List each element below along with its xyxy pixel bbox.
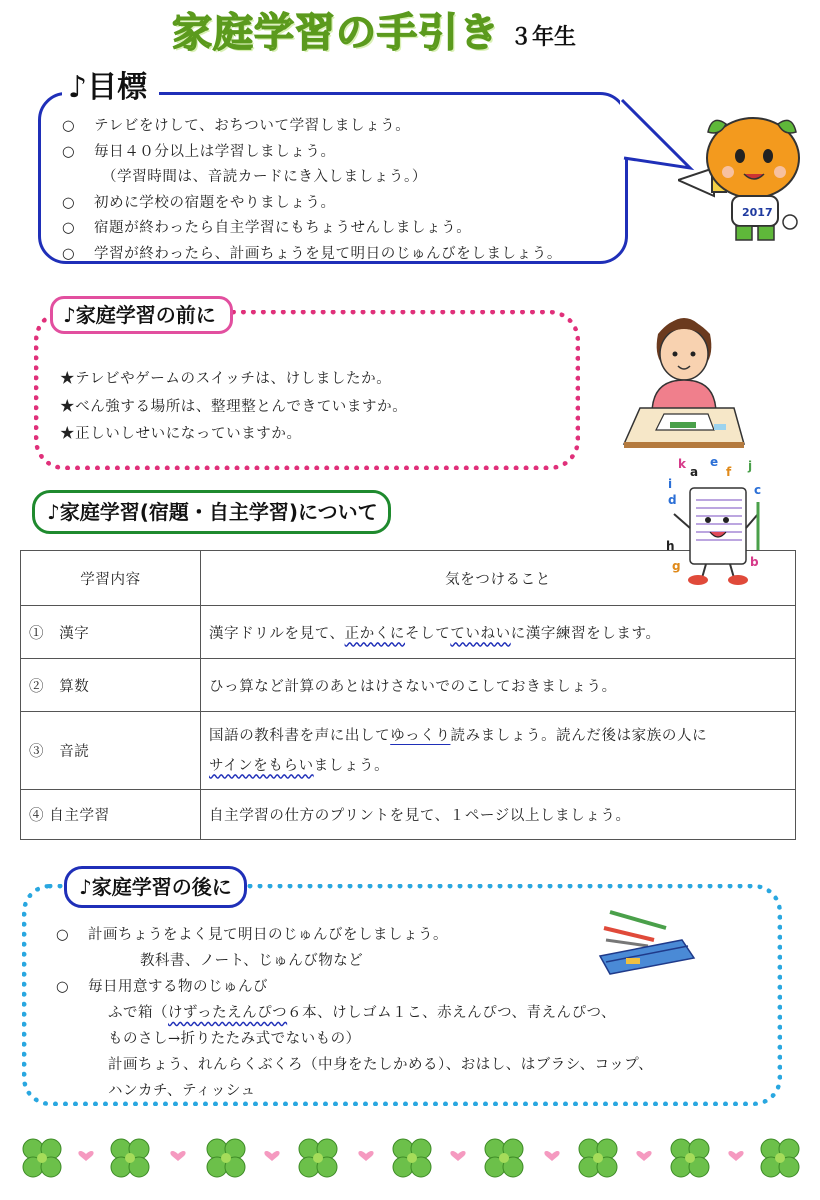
goals-heading: ♪目標 xyxy=(62,66,159,110)
study-guide-table xyxy=(20,550,796,840)
svg-text:i: i xyxy=(668,477,673,491)
svg-text:a: a xyxy=(690,465,699,479)
notebook-character-illustration xyxy=(662,454,776,590)
list-item: ○ 学習が終わったら、計画ちょうを見て明日のじゅんびをしましょう。 xyxy=(62,245,562,262)
list-item: ○ 毎日４０分以上は学習しましょう。 xyxy=(62,143,336,160)
about-study-heading: ♪家庭学習(宿題・自主学習)について xyxy=(32,490,391,534)
svg-text:c: c xyxy=(754,483,762,497)
svg-text:e: e xyxy=(710,455,719,469)
goals-list xyxy=(62,114,562,267)
mascot-year-text: 2017 xyxy=(742,206,773,219)
list-item: ○ テレビをけして、おちついて学習しましょう。 xyxy=(62,118,411,134)
column-header: 学習内容 xyxy=(21,551,201,606)
before-study-list xyxy=(60,366,407,449)
title-block xyxy=(172,4,576,56)
clover-border-decoration xyxy=(0,1128,820,1192)
grade-label: ３年生 xyxy=(510,25,577,50)
list-item: （学習時間は、音読カードにき入しましょう。） xyxy=(102,169,427,185)
list-item: ハンカチ、ティッシュ xyxy=(108,1083,256,1099)
svg-text:k: k xyxy=(678,457,686,471)
list-item: 教科書、ノート、じゅんび物など xyxy=(140,953,364,969)
list-item: ○ 宿題が終わったら自主学習にもちょうせんしましょう。 xyxy=(62,220,472,236)
table-row: ④ 自主学習 自主学習の仕方のプリントを見て、１ページ以上しましょう。 xyxy=(21,790,796,840)
list-item: ○ 初めに学校の宿題をやりましょう。 xyxy=(62,194,336,211)
mascot-illustration xyxy=(678,110,808,250)
before-study-heading: ♪家庭学習の前に xyxy=(50,296,233,334)
list-item: ★テレビやゲームのスイッチは、けしましたか。 xyxy=(60,371,392,387)
table-row: ① 漢字 漢字ドリルを見て、正かくにそしてていねいに漢字練習をします。 xyxy=(21,606,796,659)
page-title: 家庭学習の手引き xyxy=(172,10,500,56)
list-item: ★正しいしせいになっていますか。 xyxy=(60,426,302,442)
list-item: 計画ちょう、れんらくぶくろ（中身をたしかめる）、おはし、はブラシ、コップ、 xyxy=(108,1057,654,1073)
table-row: ② 算数 ひっ算など計算のあとはけさないでのこしておきましょう。 xyxy=(21,659,796,712)
svg-text:h: h xyxy=(666,539,675,553)
table-row: ③ 音読 国語の教科書を声に出してゆっくり読みましょう。読んだ後は家族の人に サインをもらいましょう。 xyxy=(21,712,796,790)
list-item: ★べん強する場所は、整理整とんできていますか。 xyxy=(60,398,408,415)
svg-text:f: f xyxy=(726,465,732,479)
svg-text:b: b xyxy=(750,555,759,569)
after-study-heading: ♪家庭学習の後に xyxy=(64,866,247,908)
list-item: ○ 計画ちょうをよく見て明日のじゅんびをしましょう。 xyxy=(56,927,448,943)
column-header: 気をつけること xyxy=(201,551,796,606)
svg-text:g: g xyxy=(672,559,681,573)
svg-text:j: j xyxy=(748,459,753,473)
svg-text:d: d xyxy=(668,493,677,507)
list-item: ふで箱（けずったえんぴつ６本、けしゴム１こ、赤えんぴつ、青えんぴつ、 xyxy=(108,1005,616,1021)
pencil-case-illustration xyxy=(596,906,700,976)
after-study-list xyxy=(56,922,653,1104)
list-item: ○ 毎日用意する物のじゅんび xyxy=(56,979,268,995)
boy-studying-illustration xyxy=(622,304,746,450)
list-item: ものさし→折りたたみ式でないもの） xyxy=(108,1031,361,1047)
